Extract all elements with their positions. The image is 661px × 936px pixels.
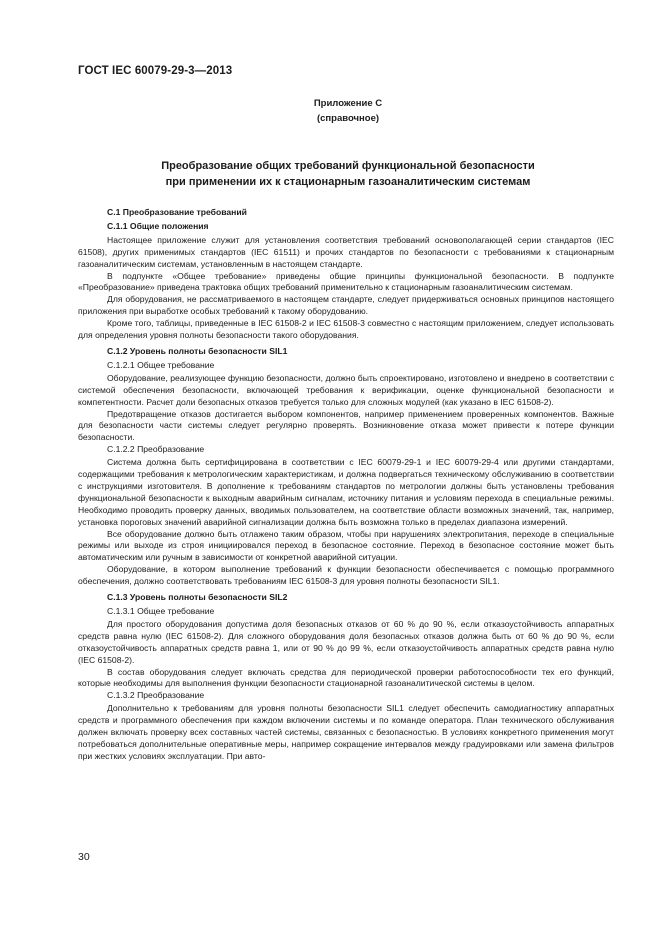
appendix-heading [0, 96, 661, 126]
paragraph: Для оборудования, не рассматриваемого в настоящем стандарте, следует придерживаться основных принципов настоящего приложения при выработке особых требований к такому оборудованию. [78, 294, 614, 317]
clause-heading: С.1.2.1 Общее требование [107, 359, 215, 370]
paragraph: В состав оборудования следует включать средства для периодической проверки работоспособности тех его функций, которые необходимы для выполнения функции безопасности стационарной газоаналитической системы в целом. [78, 666, 614, 689]
appendix-title [0, 158, 661, 190]
subsection-heading: С.1.2 Уровень полноты безопасности SIL1 [107, 345, 288, 356]
subsection-heading: С.1.1 Общие положения [107, 220, 209, 231]
paragraph: Система должна быть сертифицирована в соответствии с IEC 60079-29-1 и IEC 60079-29-4 или другими стандартами, содержащими требования к метрологическим характеристикам, и должна подвергаться техническому обслуживанию в соответствии с инструкциями изготовителя. В дополнение к требованиям стандартов по метрологии должны быть установлены требования функциональной безопасности к выходным аварийным сигналам, источнику питания и условиям перехода в специальные режимы. Необходимо проводить проверку данных, вводимых пользователем, на соответствие области возможных значений, так, например, установка пороговых значений аварийной сигнализации должна быть возможна только в пределах диапазона измерений. [78, 457, 614, 527]
appendix-label: Приложение С [313, 98, 383, 109]
paragraph: Оборудование, в котором выполнение требований к функции безопасности обеспечивается с помощью программного обеспечения, должно соответствовать требованиям IEC 61508-3 для уровня полноты безопасности SIL1. [78, 564, 614, 587]
paragraph: Дополнительно к требованиям для уровня полноты безопасности SIL1 следует обеспечить самодиагностику аппаратных средств и программного обеспечения при каждом включении системы и по команде оператора. План технического обслуживания должен включать проверку всех составных частей системы, связанных с безопасностью. В условиях конкретного применения могут потребоваться дополнительные оперативные меры, например сокращение интервалов между градуировками или замена фильтров при жестких условиях эксплуатации. При авто- [78, 703, 614, 761]
clause-heading: С.1.3.1 Общее требование [107, 606, 215, 616]
paragraph: Настоящее приложение служит для установления соответствия требований основополагающей серии стандартов (IEC 61508), других применимых стандартов (IEC 61511) и прочих стандартов по безопасности с требованиями к стационарным газоаналитическим системам, установленным в настоящем стандарте. [78, 234, 614, 269]
clause-heading: С.1.3.2 Преобразование [107, 690, 205, 701]
title-line-1: Преобразование общих требований функциональной безопасности [161, 160, 535, 172]
standard-code: ГОСТ IEC 60079-29-3—2013 [78, 65, 233, 77]
paragraph: Оборудование, реализующее функцию безопасности, должно быть спроектировано, изготовлено и внедрено в соответствии с системой обеспечения безопасности, включающей требования к верификации, оценке функциональной безопасности и компетентности. Расчет доли безопасных отказов требуется только для сложных модулей (как указано в IEC 61508-2). [78, 372, 614, 407]
section-heading: С.1 Преобразование требований [107, 207, 247, 217]
title-line-2: при применении их к стационарным газоаналитическим системам [165, 176, 531, 188]
document-body [78, 204, 614, 763]
paragraph: В подпункте «Общее требование» приведены общие принципы функциональной безопасности. В подпункте «Преобразование» приведена трактовка общих требований применительно к стационарным газоаналитическим системам. [78, 270, 614, 293]
paragraph: Для простого оборудования допустима доля безопасных отказов от 60 % до 90 %, если отказоустойчивость аппаратных средств равна нулю (IEC 61508-2). Для сложного оборудования доля безопасных отказов должна быть от 60 % до 90 %, если отказоустойчивость аппаратных средств равна 1, или от 90 % до 99 %, если отказоустойчивость аппаратных средств равна нулю (IEC 61508-2). [78, 618, 614, 665]
paragraph: Все оборудование должно быть отлажено таким образом, чтобы при нарушениях электропитания, переходе в специальные режимы или выходе из строя инициировался переход в безопасное состояние. Переход в безопасное состояние может быть автоматическим или ручным в зависимости от конкретной аварийной ситуации. [78, 528, 614, 563]
paragraph: Кроме того, таблицы, приведенные в IEC 61508-2 и IEC 61508-3 совместно с настоящим приложением, следует использовать для определения уровня полноты безопасности такого оборудования. [78, 318, 614, 341]
page-number: 30 [78, 851, 90, 863]
appendix-type: (справочное) [316, 113, 380, 124]
subsection-heading: С.1.3 Уровень полноты безопасности SIL2 [107, 592, 288, 603]
paragraph: Предотвращение отказов достигается выбором компонентов, например применением проверенных компонентов. Важные для безопасности части системы следует регулярно проверять. Возникновение отказа может привести к потере функции безопасности. [78, 408, 614, 443]
clause-heading: С.1.2.2 Преобразование [107, 444, 205, 455]
